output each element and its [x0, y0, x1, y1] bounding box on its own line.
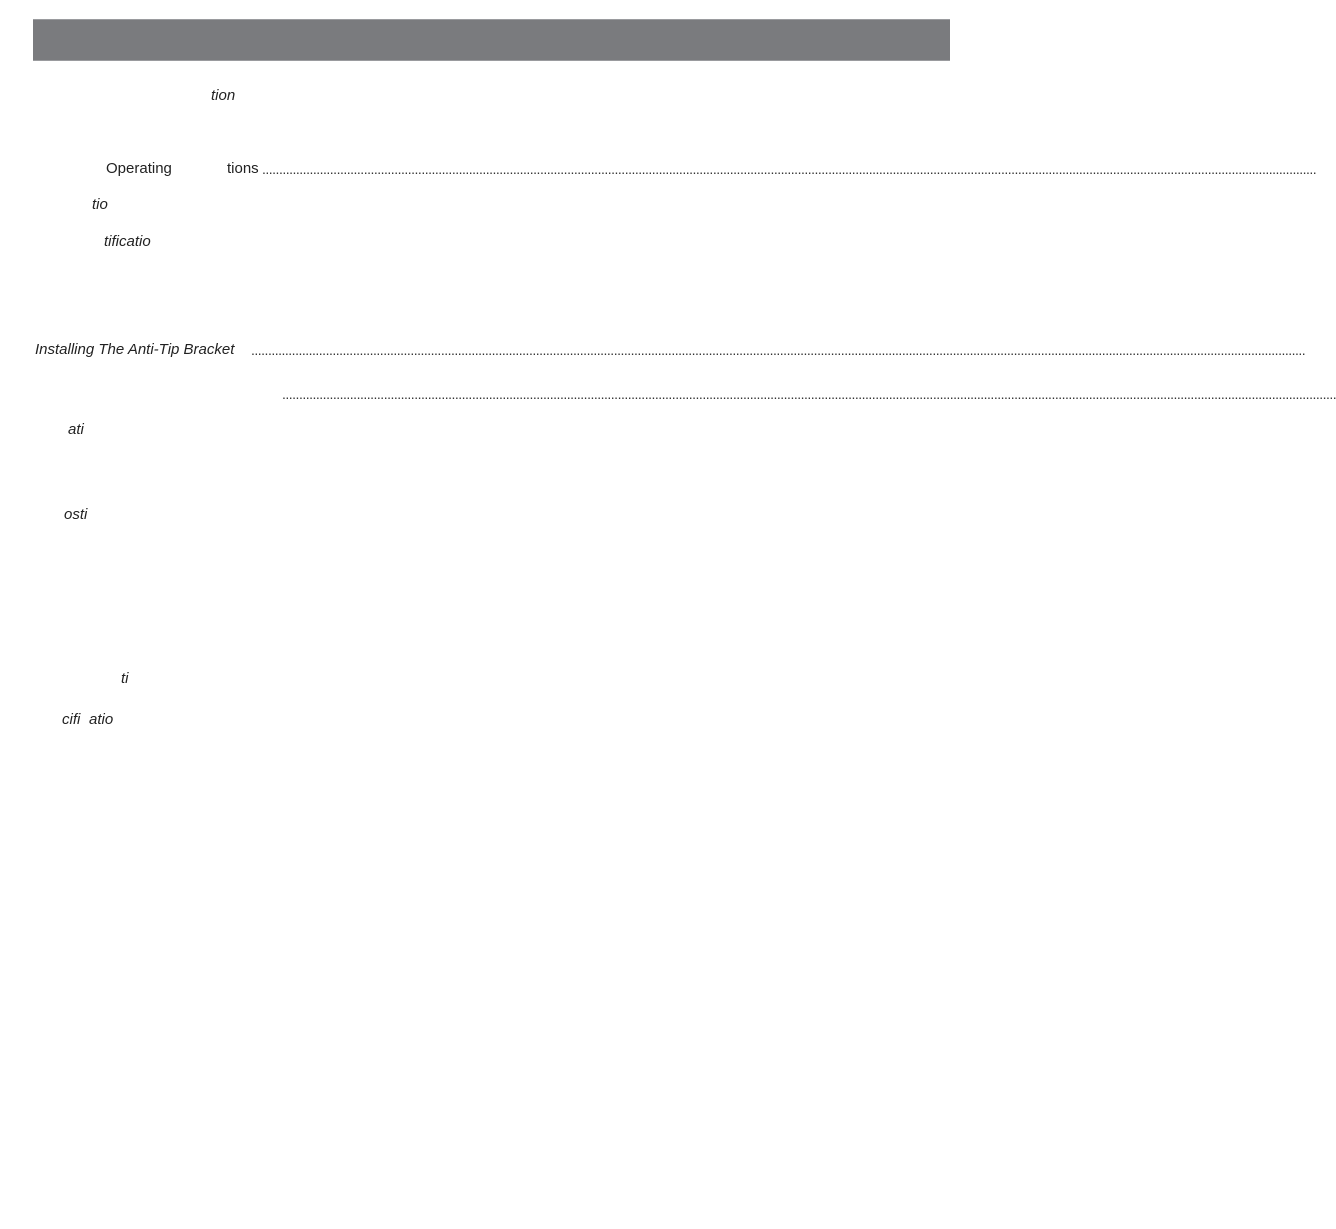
toc-fragment: atio [89, 711, 114, 728]
toc-fragment: tificatio [104, 233, 151, 250]
toc-entry-anti-tip-bracket: Installing The Anti-Tip Bracket [35, 341, 235, 358]
toc-fragment: tion [211, 87, 236, 104]
toc-fragment: osti [64, 506, 88, 523]
toc-fragment: tio [92, 196, 108, 213]
dot-leader: ....................................................................................................................................................................................................................................................................................................................... [282, 386, 1336, 402]
dot-leader: ....................................................................................................................................................................................................................................................................................................................... [251, 342, 1306, 358]
toc-fragment: ati [68, 421, 84, 438]
dot-leader: ....................................................................................................................................................................................................................................................................................................................... [262, 161, 1317, 177]
toc-fragment: cifi [62, 711, 81, 728]
toc-fragment: ti [121, 670, 129, 687]
toc-fragment: Operating [106, 160, 172, 177]
toc-fragment: tions [227, 160, 259, 177]
header-bar [33, 19, 950, 61]
